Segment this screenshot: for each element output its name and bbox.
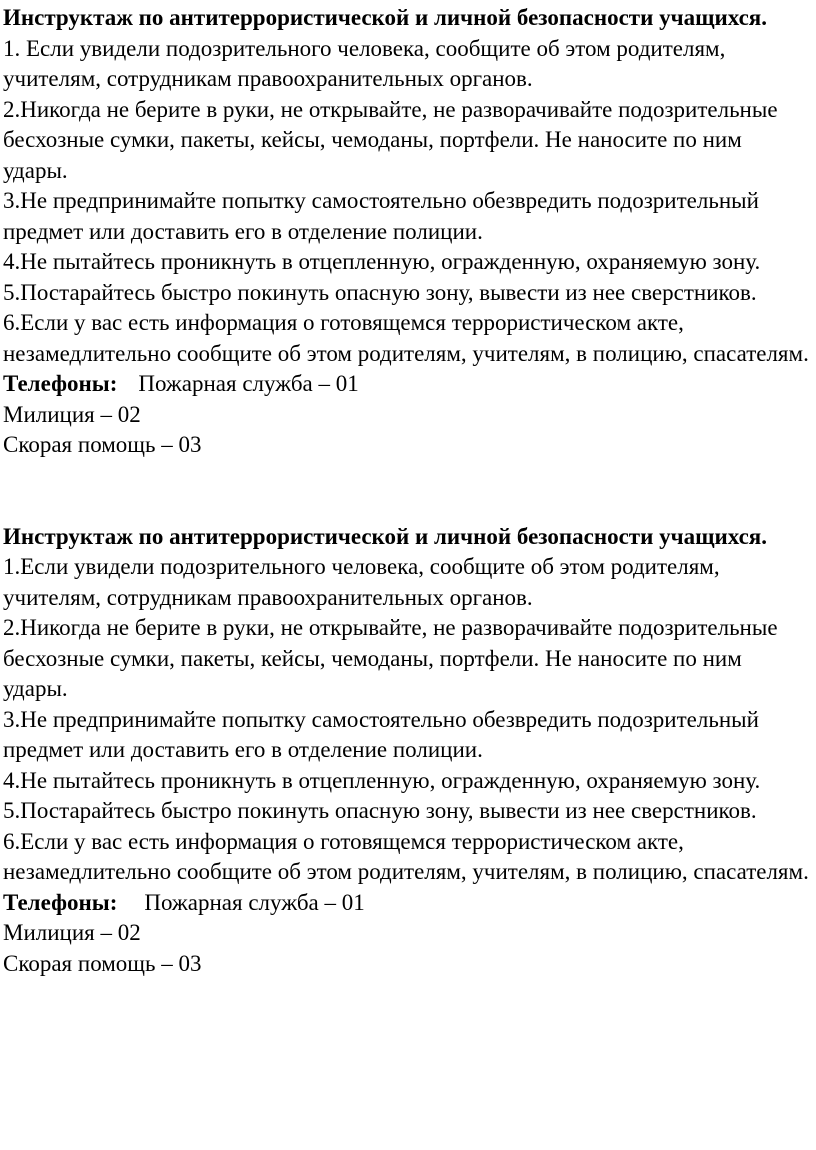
phones-line	[3, 888, 811, 919]
phone-entry: Скорая помощь – 03	[3, 950, 202, 976]
phone-entry-line	[3, 400, 811, 431]
instruction-item: 1. Если увидели подозрительного человека, сообщите об этом родителям, учителям, сотрудникам правоохранительных органов.	[3, 35, 726, 91]
phone-entry: Пожарная служба – 01	[144, 889, 365, 915]
phone-entry-line	[3, 430, 811, 461]
instruction-item: 6.Если у вас есть информация о готовящемся террористическом акте, незамедлительно сообщите об этом родителям, учителям, в полицию, спасателям.	[3, 828, 809, 884]
phone-entry: Пожарная служба – 01	[138, 371, 359, 396]
phone-entry: Милиция – 02	[3, 401, 141, 427]
instruction-item: 5.Постарайтесь быстро покинуть опасную зону, вывести из нее сверстников.	[3, 279, 757, 305]
instruction-item: 5.Постарайтесь быстро покинуть опасную зону, вывести из нее сверстников.	[3, 798, 757, 823]
instruction-item: 4.Не пытайтесь проникнуть в отцепленную, огражденную, охраняемую зону.	[3, 249, 761, 274]
instruction-item: 2.Никогда не берите в руки, не открывайте, не разворачивайте подозрительные бесхозные сумки, пакеты, кейсы, чемоданы, портфели. Не наносите по ним удары.	[3, 96, 778, 183]
phones-label: Телефоны:	[3, 371, 118, 396]
instruction-item: 2.Никогда не берите в руки, не открывайте, не разворачивайте подозрительные бесхозные сумки, пакеты, кейсы, чемоданы, портфели. Не наносите по ним удары.	[3, 615, 778, 701]
instruction-block-2	[3, 522, 811, 980]
instruction-title: Инструктаж по антитеррористической и личной безопасности учащихся.	[3, 523, 767, 549]
document-page	[3, 0, 811, 979]
phone-entry-line	[3, 918, 811, 949]
instruction-item: 1.Если увидели подозрительного человека, сообщите об этом родителям, учителям, сотрудникам правоохранительных органов.	[3, 554, 720, 610]
phone-entry: Скорая помощь – 03	[3, 432, 202, 457]
phones-line	[3, 369, 811, 400]
phone-entry: Милиция – 02	[3, 920, 141, 945]
instruction-block-1	[3, 0, 811, 461]
phones-label: Телефоны:	[3, 889, 118, 915]
instruction-title: Инструктаж по антитеррористической и личной безопасности учащихся.	[3, 5, 767, 30]
instruction-item: 3.Не предпринимайте попытку самостоятельно обезвредить подозрительный предмет или доставить его в отделение полиции.	[3, 188, 759, 244]
phone-entry-line	[3, 949, 811, 980]
instruction-item: 6.Если у вас есть информация о готовящемся террористическом акте, незамедлительно сообщите об этом родителям, учителям, в полицию, спасателям.	[3, 310, 809, 366]
instruction-item: 3.Не предпринимайте попытку самостоятельно обезвредить подозрительный предмет или доставить его в отделение полиции.	[3, 706, 759, 762]
instruction-item: 4.Не пытайтесь проникнуть в отцепленную, огражденную, охраняемую зону.	[3, 767, 761, 793]
